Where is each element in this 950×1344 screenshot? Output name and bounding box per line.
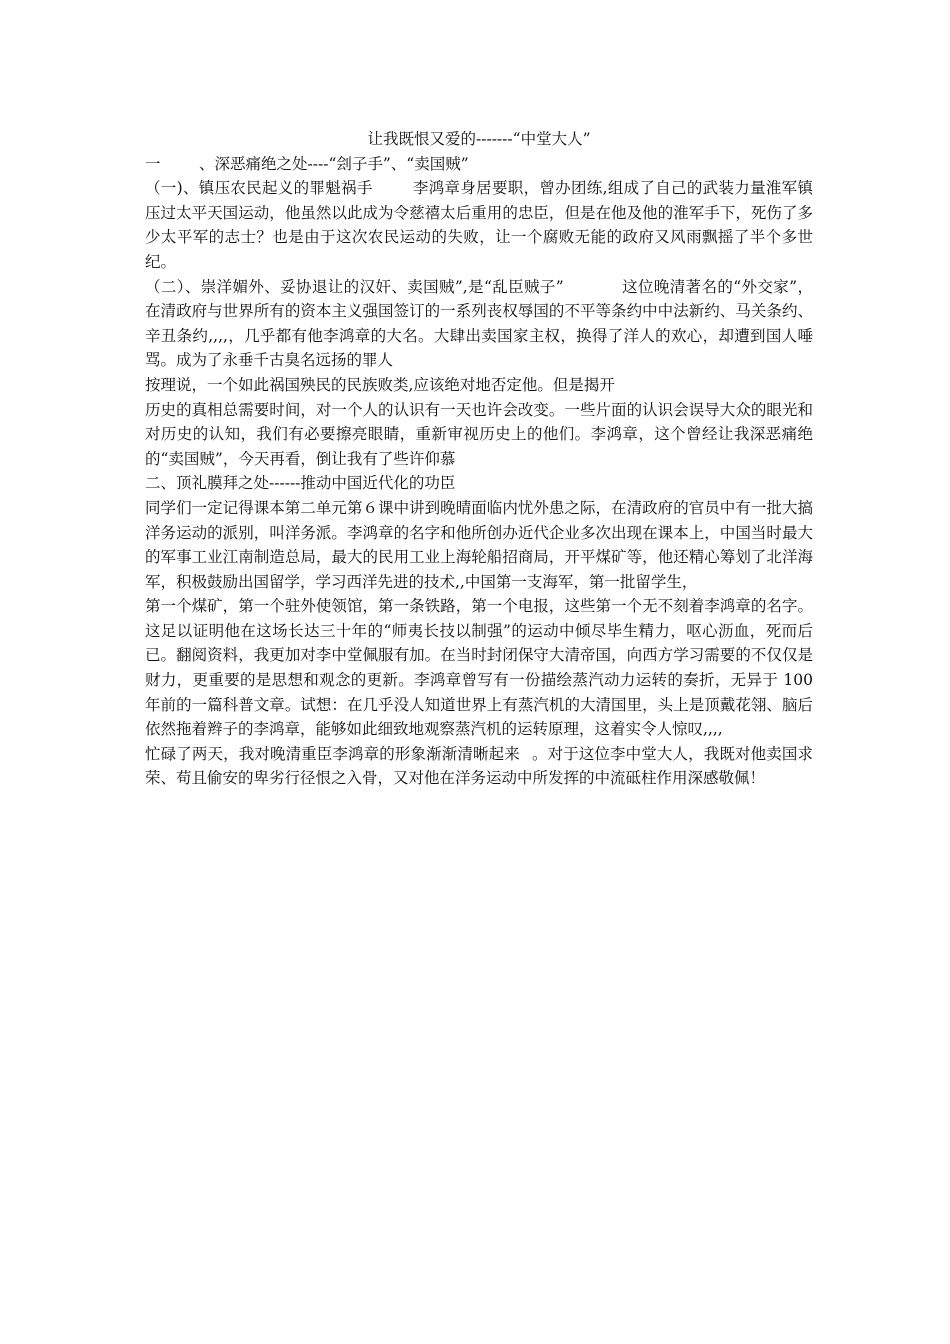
item-two-paragraph [145,275,813,373]
history-paragraph: 历史的真相总需要时间，对一个人的认识有一天也许会改变。一些片面的认识会误导大众的眼光和对历史的认知，我们有必要擦亮眼睛，重新审视历史上的他们。李鸿章，这个曾经让我深恶痛绝的“卖国贼”，今天再看，倒让我有了些许仰慕 [145,400,813,468]
item-one-label: （一)、镇压农民起义的罪魁祸手 [145,179,373,198]
conclusion-start: 忙碌了两天，我对晚清重臣李鸿章的形象渐渐清晰起来 [145,744,520,763]
item-two-body: 这位晚清著名的“外交家”，在清政府与世界所有的资本主义强国签订的一系列丧权辱国的不平等条约中中法新约、马关条约、辛丑条约,,,,，几乎都有他李鸿章的大名。大肆出卖国家主权，换得了洋人的欢心，却遭到国人唾骂。成为了永垂千古臭名远扬的罪人 [145,277,813,370]
item-one-paragraph [145,176,813,274]
textbook-paragraph: 同学们一定记得课本第二单元第６课中讲到晚晴面临内忧外患之际，在清政府的官员中有一批大搞洋务运动的派别，叫洋务派。李鸿章的名字和他所创办近代企业多次出现在课本上，中国当时最大的军事工业江南制造总局，最大的民用工业上海轮船招商局，开平煤矿等，他还精心筹划了北洋海军，积极鼓励出国留学，学习西洋先进的技术,,中国第一支海军，第一批留学生， [145,498,813,591]
section-one-heading [145,152,813,177]
conclusion-paragraph [145,742,813,791]
conclusion-end: 。对于这位李中堂大人，我既对他卖国求荣、苟且偷安的卑劣行径恨之入骨，又对他在洋务运动中所发挥的中流砥柱作用深感敬佩！ [145,744,813,788]
reason-paragraph: 按理说，一个如此祸国殃民的民族败类,应该绝对地否定他。但是揭开 [145,375,615,394]
item-one-body: 李鸿章身居要职，曾办团练,组成了自己的武装力量淮军镇压过太平天国运动，他虽然以此成为令慈禧太后重用的忠臣，但是在他及他的淮军手下，死伤了多少太平军的志士？也是由于这次农民运动的失败，让一个腐败无能的政府又风雨飘摇了半个多世纪。 [145,179,813,271]
firsts-paragraph: 第一个煤矿，第一个驻外使领馆，第一条铁路，第一个电报，这些第一个无不刻着李鸿章的名字。这足以证明他在这场长达三十年的“师夷长技以制强”的运动中倾尽毕生精力，呕心沥血，死而后已。翻阅资料，我更加对李中堂佩服有加。在当时封闭保守大清帝国，向西方学习需要的不仅仅是财力，更重要的是思想和观念的更新。李鸿章曾写有一份描绘蒸汽动力运转的奏折，无异于 100 年前的一篇科普文章。试想：在几乎没人知道世界上有蒸汽机的大清国里，头上是顶戴花翎、脑后依然拖着辫子的李鸿章，能够如此细致地观察蒸汽机的运转原理，这着实令人惊叹,,,, [145,597,813,739]
document-title: 让我既恨又爱的-------“中堂大人” [367,130,591,148]
section-one-number: 一 [145,154,161,173]
document-page [145,127,813,791]
section-two-heading: 二、顶礼膜拜之处------推动中国近代化的功臣 [145,474,456,493]
item-two-label: （二）、崇洋媚外、妥协退让的汉奸、卖国贼”,是“乱臣贼子” [145,277,564,296]
section-one-heading-text: 、深恶痛绝之处----“刽子手”、“卖国贼” [199,154,469,173]
